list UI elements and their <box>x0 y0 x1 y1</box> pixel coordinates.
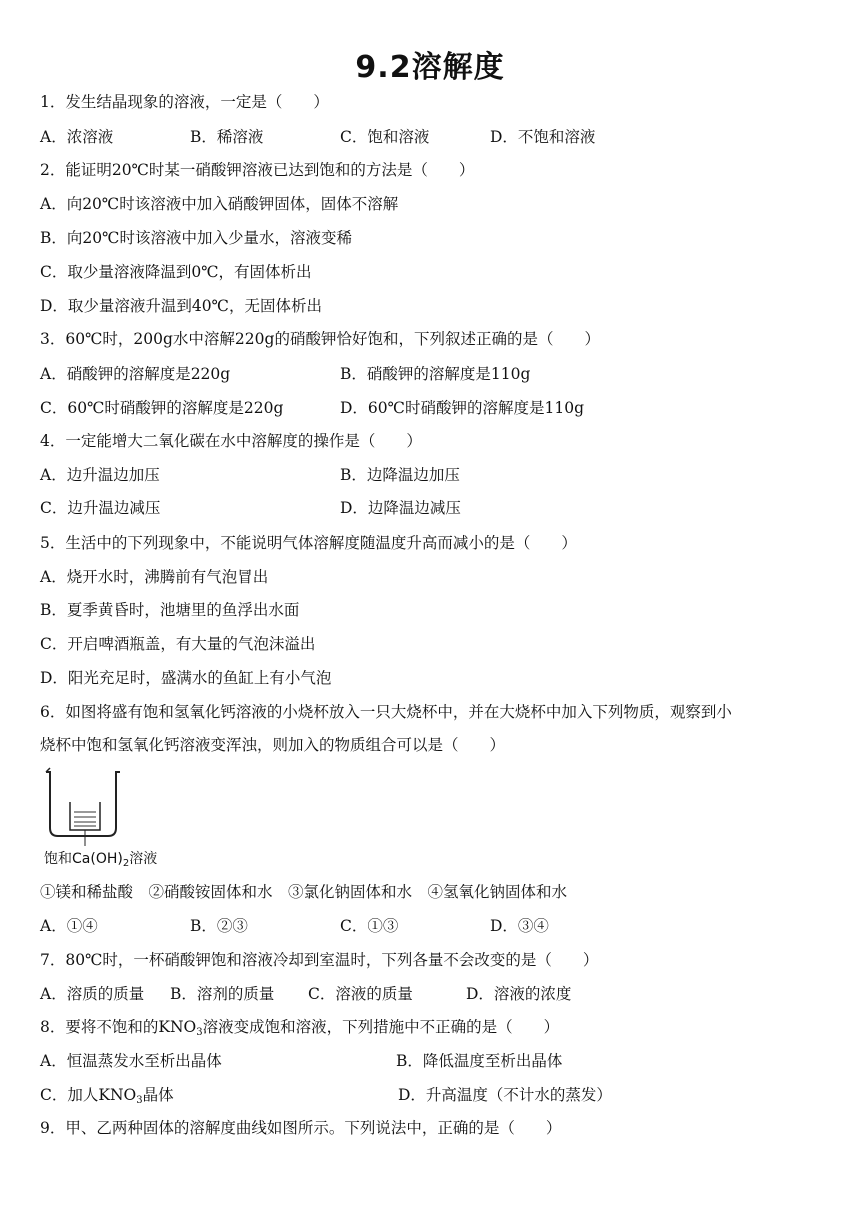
question-9-stem: 9．甲、乙两种固体的溶解度曲线如图所示。下列说法中，正确的是（ ） <box>40 1119 562 1137</box>
question-3-stem: 3．60℃时，200g水中溶解220g的硝酸钾恰好饱和，下列叙述正确的是（ ） <box>40 330 600 348</box>
question-7-stem: 7．80℃时，一杯硝酸钾饱和溶液冷却到室温时，下列各量不会改变的是（ ） <box>40 951 599 969</box>
question-2-option-b: B．向20℃时该溶液中加入少量水，溶液变稀 <box>40 229 352 247</box>
question-7-option-d: D．溶液的浓度 <box>466 985 572 1003</box>
question-5-option-d: D．阳光充足时，盛满水的鱼缸上有小气泡 <box>40 669 332 687</box>
question-6-option-c: C．①③ <box>340 917 399 935</box>
question-3-option-b: B．硝酸钾的溶解度是110g <box>340 365 531 383</box>
question-4-option-b: B．边降温边加压 <box>340 466 460 484</box>
question-8-option-b: B．降低温度至析出晶体 <box>396 1052 563 1070</box>
question-8-stem: 8．要将不饱和的$KNO_3$溶液变成饱和溶液，下列措施中不正确的是（ ） <box>40 1018 560 1038</box>
question-7-option-a: A．溶质的质量 <box>40 985 145 1003</box>
question-6-stem-line-1: 6．如图将盛有饱和氢氧化钙溶液的小烧杯放入一只大烧杯中，并在大烧杯中加入下列物质，观察到小 <box>40 703 732 721</box>
question-2-option-c: C．取少量溶液降温到0℃，有固体析出 <box>40 263 312 281</box>
question-1-stem: 1．发生结晶现象的溶液，一定是（ ） <box>40 93 329 111</box>
question-4-stem: 4．一定能增大二氧化碳在水中溶解度的操作是（ ） <box>40 432 422 450</box>
question-2-option-a: A．向20℃时该溶液中加入硝酸钾固体，固体不溶解 <box>40 195 399 213</box>
question-2-stem: 2．能证明20℃时某一硝酸钾溶液已达到饱和的方法是（ ） <box>40 161 475 179</box>
question-5-option-b: B．夏季黄昏时，池塘里的鱼浮出水面 <box>40 601 300 619</box>
question-1-option-d: D．不饱和溶液 <box>490 128 596 146</box>
question-4-option-d: D．边降温边减压 <box>340 499 461 517</box>
question-8-option-c: C．加人$KNO_3$晶体 <box>40 1086 174 1106</box>
question-6-option-d: D．③④ <box>490 917 549 935</box>
question-6-option-a: A．①④ <box>40 917 98 935</box>
question-1-option-c: C．饱和溶液 <box>340 128 430 146</box>
question-3-option-c: C．60℃时硝酸钾的溶解度是220g <box>40 399 284 417</box>
question-5-stem: 5．生活中的下列现象中，不能说明气体溶解度随温度升高而减小的是（ ） <box>40 534 577 552</box>
question-6-choices: ①镁和稀盐酸 ②硝酸铵固体和水 ③氯化钠固体和水 ④氢氧化钠固体和水 <box>40 883 568 901</box>
question-6-stem-line-2: 烧杯中饱和氢氧化钙溶液变浑浊，则加入的物质组合可以是（ ） <box>40 736 506 754</box>
question-5-option-a: A．烧开水时，沸腾前有气泡冒出 <box>40 568 269 586</box>
question-6-option-b: B．②③ <box>190 917 248 935</box>
question-4-option-c: C．边升温边减压 <box>40 499 161 517</box>
question-3-option-d: D．60℃时硝酸钾的溶解度是110g <box>340 399 584 417</box>
beaker-figure-label: 饱和$Ca(OH)_2$溶液 <box>44 851 158 869</box>
question-2-option-d: D．取少量溶液升温到40℃，无固体析出 <box>40 297 322 315</box>
question-8-option-a: A．恒温蒸发水至析出晶体 <box>40 1052 222 1070</box>
question-8-option-d: D．升高温度（不计水的蒸发） <box>398 1086 612 1104</box>
page-title: 9.2溶解度 <box>355 50 505 85</box>
question-5-option-c: C．开启啤酒瓶盖，有大量的气泡沫溢出 <box>40 635 316 653</box>
question-1-option-b: B．稀溶液 <box>190 128 264 146</box>
question-3-option-a: A．硝酸钾的溶解度是220g <box>40 365 231 383</box>
question-4-option-a: A．边升温边加压 <box>40 466 160 484</box>
question-7-option-b: B．溶剂的质量 <box>170 985 275 1003</box>
question-1-option-a: A．浓溶液 <box>40 128 114 146</box>
question-7-option-c: C．溶液的质量 <box>308 985 413 1003</box>
